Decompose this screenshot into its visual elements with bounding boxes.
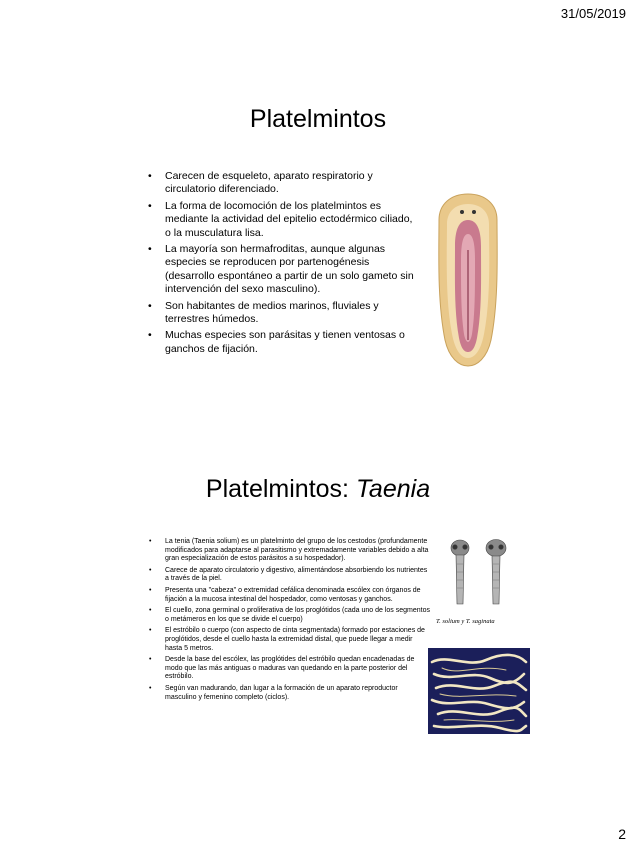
tapeworm-photo [428, 648, 530, 734]
bullet-icon: • [149, 538, 152, 545]
list-item: • Según van madurando, dan lugar a la formación de un aparato reproductor masculino y femenino completo (ciclos). [149, 684, 398, 701]
bullet-icon: • [149, 656, 152, 664]
date-header: 31/05/2019 [560, 6, 626, 21]
bullet-list [148, 170, 415, 359]
bullet-icon: • [148, 170, 152, 182]
bullet-icon: • [149, 566, 152, 574]
list-item: • Muchas especies son parásitas y tienen ventosas o ganchos de fijación. [148, 329, 405, 355]
slide-title: Platelmintos [249, 105, 387, 133]
list-item: • El estróbilo o cuerpo (con aspecto de cinta segmentada) formado por estaciones de proglótidos, desde el cuello hasta la extremidad distal, que puede llegar a medir hasta 5 metros. [149, 627, 425, 652]
list-item: • La forma de locomoción de los platelmintos es mediante la actividad del epitelio ectodérmico ciliado, o la musculatura lisa. [148, 199, 413, 239]
bullet-icon: • [148, 329, 152, 342]
page-number: 2 [618, 826, 626, 842]
bullet-icon: • [148, 243, 152, 256]
list-item: • La tenia (Taenia solium) es un platelminto del grupo de los cestodos (profundamente modificados para adaptarse al parasitismo y extremadamente variables debido a alta gran especialización de estos parásitos a su hospedador). [149, 538, 429, 563]
slide-title: Platelmintos: Taenia [205, 475, 431, 503]
list-item: • Carecen de esqueleto, aparato respiratorio y circulatorio diferenciado. [148, 170, 373, 196]
bullet-list [149, 538, 430, 705]
flatworm-illustration [433, 190, 503, 370]
bullet-icon: • [148, 199, 152, 212]
taenia-scolex-illustration [440, 538, 520, 608]
list-item: • La mayoría son hermafroditas, aunque algunas especies se reproducen por partenogénesis (desarrollo espontáneo a partir de un solo gameto sin intervención del sexo masculino). [148, 243, 414, 296]
slide-taenia [0, 470, 636, 770]
bullet-icon: • [149, 627, 152, 635]
figure-caption: T. solium y T. saginata [436, 618, 495, 625]
list-item: • Desde la base del escólex, las proglótides del estróbilo quedan encadenadas de modo que las más antiguas o maduras van quedando en la parte posterior del estróbilo. [149, 656, 415, 681]
bullet-icon: • [148, 299, 152, 312]
list-item: • Son habitantes de medios marinos, fluviales y terrestres húmedos. [148, 299, 379, 326]
list-item: • El cuello, zona germinal o proliferativa de los proglótidos (cada uno de los segmentos o metámeros en los que se divide el cuerpo) [149, 607, 430, 623]
list-item: • Presenta una "cabeza" o extremidad cefálica denominada escólex con órganos de fijación a la mucosa intestinal del hospedador, como ventosas y ganchos. [149, 586, 421, 603]
list-item: • Carece de aparato circulatorio y digestivo, alimentándose absorbiendo los nutrientes a través de la piel. [149, 566, 428, 583]
bullet-icon: • [149, 684, 152, 692]
slide-platelmintos [0, 100, 636, 400]
bullet-icon: • [149, 607, 152, 615]
bullet-icon: • [149, 586, 152, 594]
